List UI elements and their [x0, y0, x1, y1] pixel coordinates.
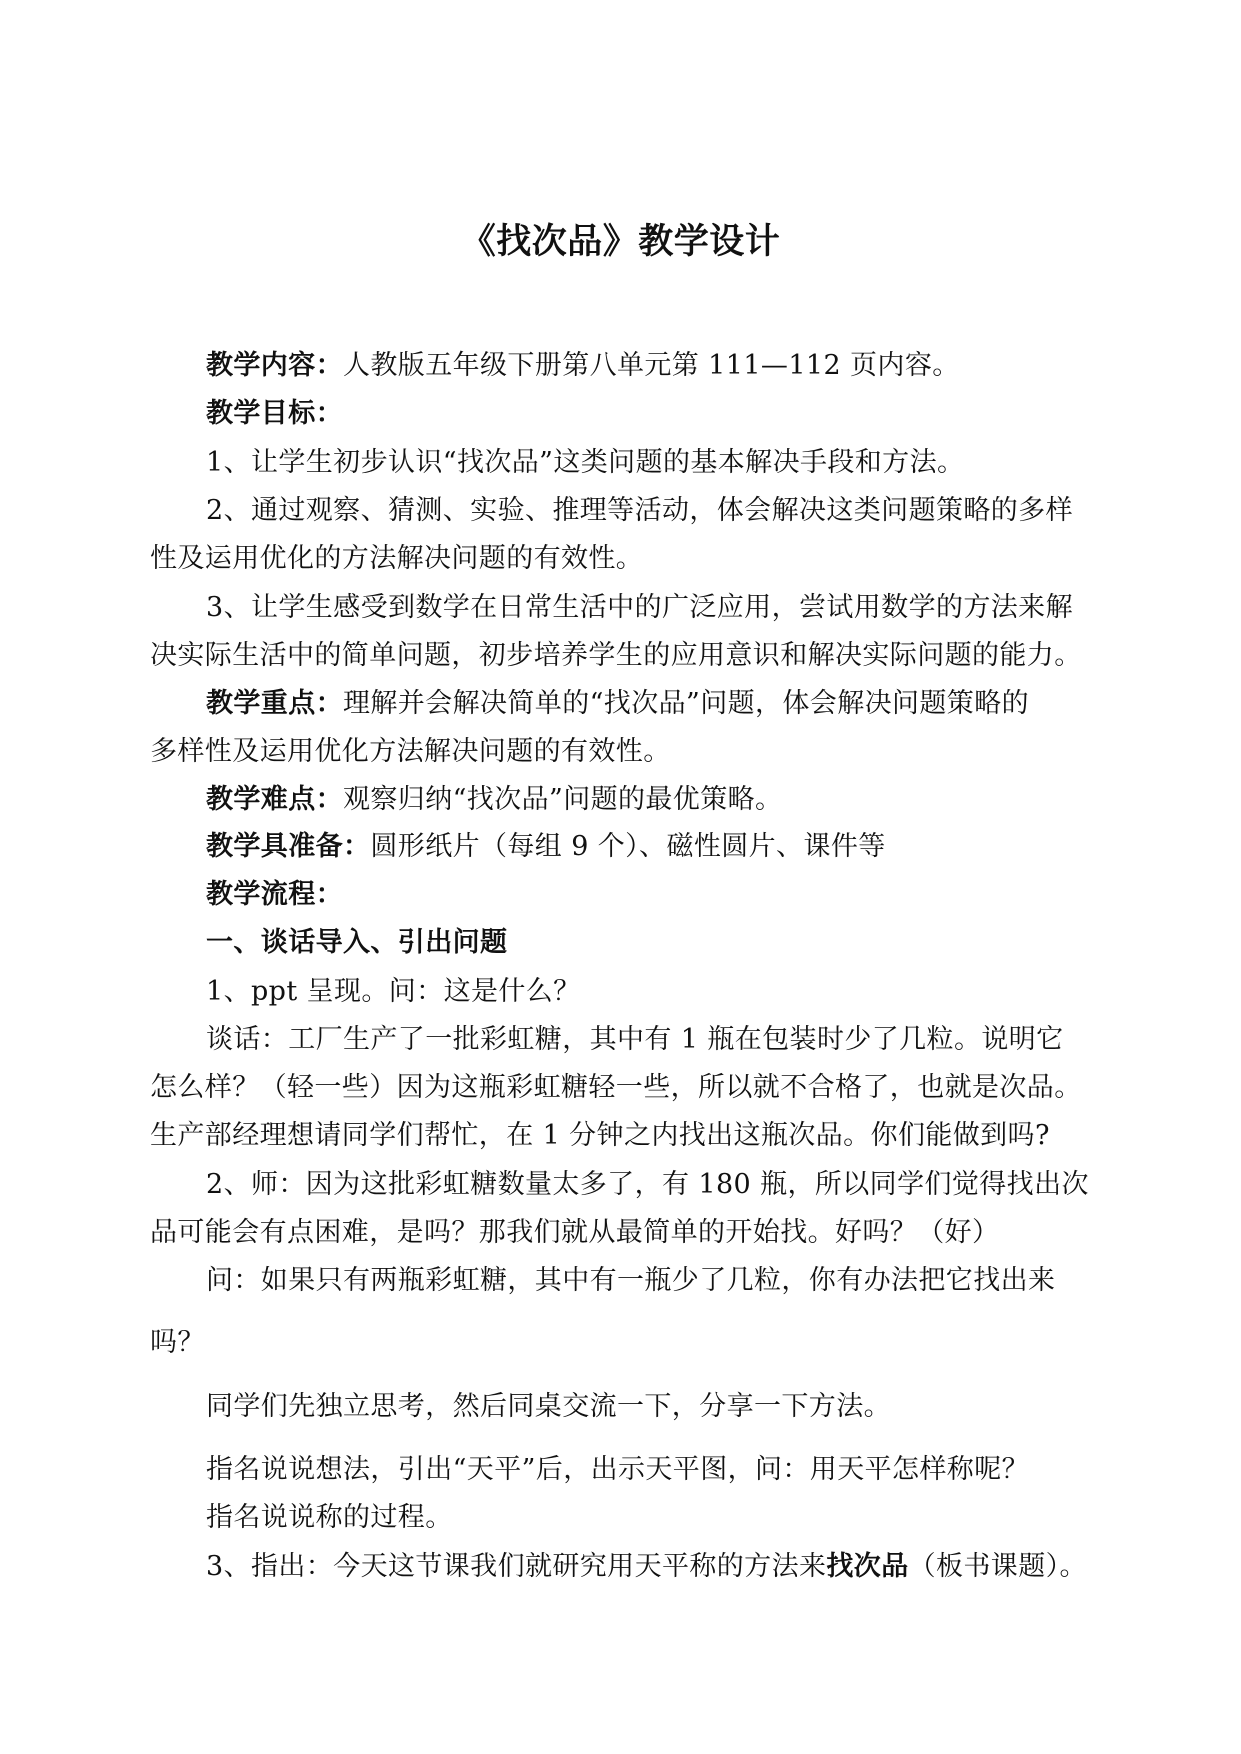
teaching-goals-label: 教学目标：	[206, 398, 343, 429]
section-1-para-8-bold: 找次品	[826, 1551, 909, 1582]
section-1-para-3-line-1: 2、师：因为这批彩虹糖数量太多了，有 180 瓶，所以同学们觉得找出次	[206, 1169, 1089, 1200]
section-1-para-2-line-2: 怎么样？（轻一些）因为这瓶彩虹糖轻一些，所以就不合格了，也就是次品。	[150, 1072, 1082, 1103]
goal-2-line-1: 2、通过观察、猜测、实验、推理等活动，体会解决这类问题策略的多样	[206, 495, 1073, 526]
section-1-para-6: 指名说说想法，引出“天平”后，出示天平图，问：用天平怎样称呢？	[206, 1454, 1030, 1485]
key-point-label: 教学重点：	[206, 688, 343, 719]
section-1-para-8	[206, 1547, 1087, 1587]
preparation-label: 教学具准备：	[206, 831, 371, 862]
preparation-text: 圆形纸片（每组 9 个）、磁性圆片、课件等	[370, 831, 886, 862]
section-1-para-4-line-2: 吗？	[150, 1327, 205, 1358]
teaching-goals-line	[206, 394, 343, 434]
section-1-para-8-text: 3、指出：今天这节课我们就研究用天平称的方法来	[206, 1551, 827, 1582]
process-line	[206, 875, 343, 915]
section-1-para-8-suffix: （板书课题）。	[908, 1551, 1087, 1582]
preparation-line	[206, 827, 886, 867]
section-1-para-7: 指名说说称的过程。	[206, 1502, 453, 1533]
section-1-para-3-line-2: 品可能会有点困难，是吗？那我们就从最简单的开始找。好吗？（好）	[150, 1217, 1000, 1248]
section-1-para-2-line-3: 生产部经理想请同学们帮忙，在 1 分钟之内找出这瓶次品。你们能做到吗?	[150, 1120, 1050, 1151]
difficulty-label: 教学难点：	[206, 784, 343, 815]
section-1-para-2-line-1: 谈话：工厂生产了一批彩虹糖，其中有 1 瓶在包装时少了几粒。说明它	[206, 1024, 1064, 1055]
difficulty-line	[206, 780, 782, 820]
goal-3-line-2: 决实际生活中的简单问题，初步培养学生的应用意识和解决实际问题的能力。	[150, 640, 1082, 671]
section-1-heading: 一、谈话导入、引出问题	[206, 927, 508, 958]
key-point-line-1	[206, 684, 1029, 724]
teaching-content-line	[206, 346, 960, 386]
document-title: 《找次品》教学设计	[460, 222, 781, 262]
goal-3-line-1: 3、让学生感受到数学在日常生活中的广泛应用，尝试用数学的方法来解	[206, 592, 1073, 623]
teaching-content-text: 人教版五年级下册第八单元第 111—112 页内容。	[343, 350, 960, 381]
key-point-text: 理解并会解决简单的“找次品”问题，体会解决问题策略的	[343, 688, 1030, 719]
section-1-para-1: 1、ppt 呈现。问：这是什么？	[206, 976, 581, 1007]
process-label: 教学流程：	[206, 879, 343, 910]
key-point-line-2: 多样性及运用优化方法解决问题的有效性。	[150, 736, 671, 767]
goal-2-line-2: 性及运用优化的方法解决问题的有效性。	[150, 543, 644, 574]
teaching-content-label: 教学内容：	[206, 350, 343, 381]
section-1-para-5: 同学们先独立思考，然后同桌交流一下，分享一下方法。	[206, 1391, 891, 1422]
difficulty-text: 观察归纳“找次品”问题的最优策略。	[343, 784, 783, 815]
section-1-para-4-line-1: 问：如果只有两瓶彩虹糖，其中有一瓶少了几粒，你有办法把它找出来	[206, 1265, 1056, 1296]
goal-1: 1、让学生初步认识“找次品”这类问题的基本解决手段和方法。	[206, 447, 965, 478]
